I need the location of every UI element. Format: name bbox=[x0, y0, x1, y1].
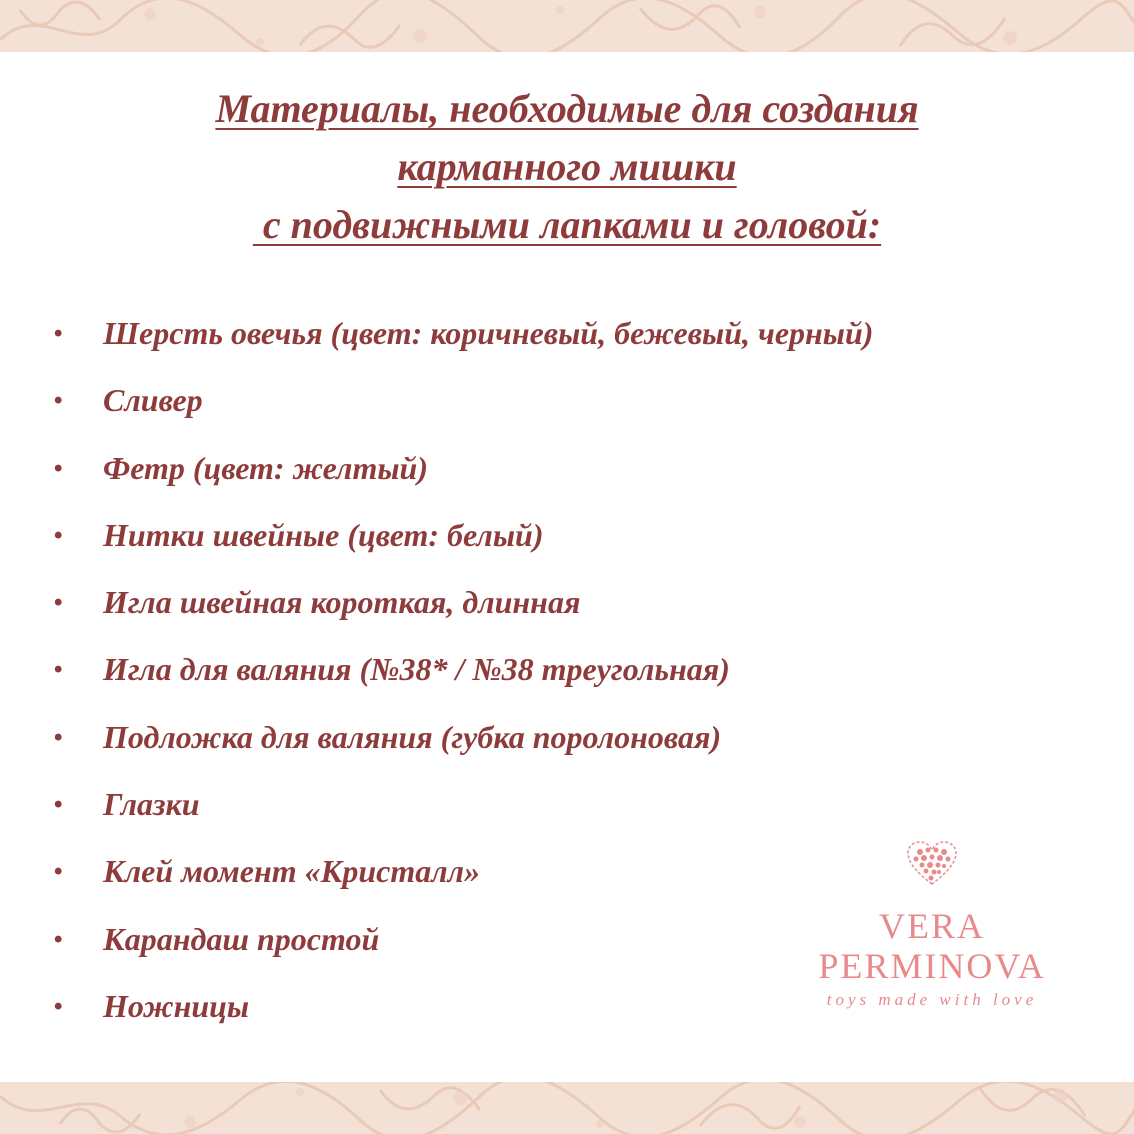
title-line-2: карманного мишки bbox=[397, 144, 737, 189]
bullet-icon: • bbox=[54, 521, 63, 549]
material-text: Игла швейная короткая, длинная bbox=[103, 584, 581, 621]
ornament-pattern-bottom bbox=[0, 1082, 1134, 1134]
brand-name bbox=[790, 906, 1074, 986]
bullet-icon: • bbox=[54, 589, 63, 617]
list-item bbox=[0, 435, 1134, 502]
page-title bbox=[0, 80, 1134, 254]
material-text: Клей момент «Кристалл» bbox=[103, 853, 481, 890]
bullet-icon: • bbox=[54, 925, 63, 953]
material-text: Глазки bbox=[103, 786, 200, 823]
list-item bbox=[0, 771, 1134, 838]
list-item bbox=[0, 502, 1134, 569]
bullet-icon: • bbox=[54, 387, 63, 415]
list-item bbox=[0, 569, 1134, 636]
brand-name-line-1: VERA bbox=[879, 906, 985, 946]
bullet-icon: • bbox=[54, 454, 63, 482]
heart-icon bbox=[906, 840, 958, 886]
list-item bbox=[0, 636, 1134, 703]
list-item bbox=[0, 367, 1134, 434]
title-line-3: с подвижными лапками и головой: bbox=[252, 202, 882, 247]
brand-logo bbox=[790, 840, 1074, 1030]
list-item bbox=[0, 704, 1134, 771]
brand-name-line-2: PERMINOVA bbox=[818, 946, 1046, 986]
material-text: Игла для валяния (№38* / №38 треугольная) bbox=[103, 651, 730, 688]
material-text: Шерсть овечья (цвет: коричневый, бежевый, черный) bbox=[103, 315, 874, 351]
material-text: Сливер bbox=[103, 382, 203, 419]
bullet-icon: • bbox=[54, 992, 63, 1020]
list-item bbox=[0, 300, 1134, 367]
decorative-bottom-band bbox=[0, 1082, 1134, 1134]
material-text: Ножницы bbox=[103, 987, 250, 1024]
material-text: Подложка для валяния (губка поролоновая) bbox=[103, 718, 722, 755]
material-text: Фетр (цвет: желтый) bbox=[103, 449, 428, 486]
material-text: Карандаш простой bbox=[103, 920, 380, 957]
bullet-icon: • bbox=[54, 320, 63, 347]
bullet-icon: • bbox=[54, 656, 63, 684]
decorative-top-band bbox=[0, 0, 1134, 52]
bullet-icon: • bbox=[54, 791, 63, 819]
ornament-pattern-top bbox=[0, 0, 1134, 52]
bullet-icon: • bbox=[54, 723, 63, 751]
bullet-icon: • bbox=[54, 858, 63, 886]
brand-tagline: toys made with love bbox=[826, 990, 1038, 1009]
title-line-1: Материалы, необходимые для создания bbox=[215, 86, 919, 131]
material-text: Нитки швейные (цвет: белый) bbox=[103, 516, 544, 553]
